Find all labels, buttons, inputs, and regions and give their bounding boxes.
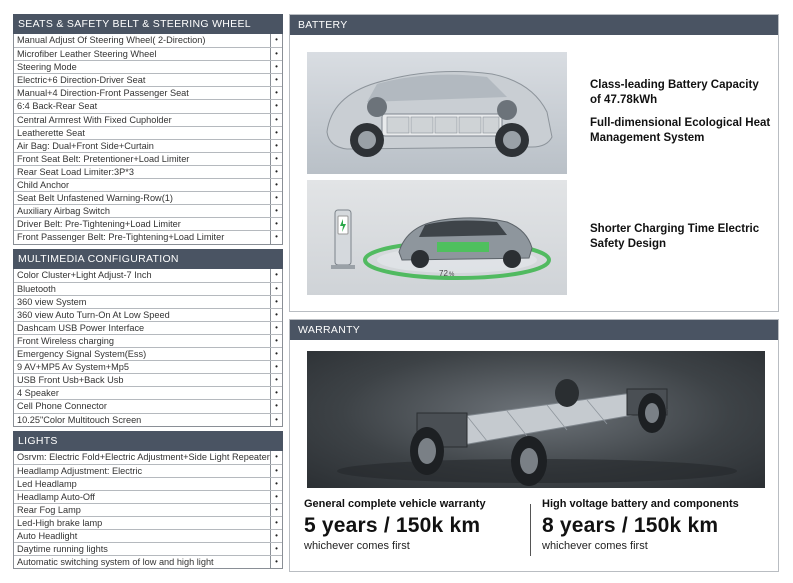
spec-label: Electric+6 Direction-Driver Seat [17,75,146,86]
battery-capacity-text: Class-leading Battery Capacity of 47.78kWh [590,79,759,106]
spec-row [14,178,282,191]
warranty-divider [530,504,531,556]
spec-label: 360 view Auto Turn-On At Low Speed [17,309,170,320]
spec-label: Steering Mode [17,62,77,73]
spec-row [14,503,282,516]
spec-label: 360 view System [17,296,87,307]
spec-label: Manual Adjust Of Steering Wheel( 2-Direction) [17,35,206,45]
spec-label: Front Passenger Belt: Pre-Tightening+Load Limiter [17,232,225,243]
spec-label: Bluetooth [17,283,56,294]
spec-row [14,490,282,503]
spec-label: Leatherette Seat [17,127,85,138]
charge-gauge-value: 72 [439,269,448,278]
spec-label: Automatic switching system of low and high light [17,557,214,568]
spec-row [14,126,282,139]
spec-row [14,321,282,334]
spec-standard-mark: • [270,543,282,555]
seats-table [13,34,283,245]
spec-label: Color Cluster+Light Adjust-7 Inch [17,269,152,280]
spec-standard-mark: • [270,309,282,321]
battery-warranty-term: 8 years / 150k km [542,514,719,537]
spec-standard-mark: • [270,218,282,230]
spec-label: Cell Phone Connector [17,401,107,412]
spec-row [14,113,282,126]
spec-label: Seat Belt Unfastened Warning-Row(1) [17,193,173,204]
spec-standard-mark: • [270,322,282,334]
spec-label: Headlamp Auto-Off [17,491,95,502]
spec-row [14,360,282,373]
battery-panel [289,14,779,312]
spec-label: Auxiliary Airbag Switch [17,206,110,217]
svg-text:%: % [449,272,455,278]
spec-standard-mark: • [270,34,282,47]
battery-warranty [542,498,774,552]
spec-standard-mark: • [270,478,282,490]
spec-standard-mark: • [270,465,282,477]
battery-warranty-title: High voltage battery and components [542,498,739,510]
spec-label: 10.25"Color Multitouch Screen [17,414,142,425]
spec-row [14,451,282,464]
spec-label: Daytime running lights [17,544,108,555]
spec-row [14,347,282,360]
spec-row [14,139,282,152]
spec-standard-mark: • [270,451,282,464]
spec-label: Dashcam USB Power Interface [17,322,145,333]
spec-row [14,60,282,73]
spec-row [14,477,282,490]
spec-standard-mark: • [270,231,282,243]
spec-standard-mark: • [270,87,282,99]
spec-label: 9 AV+MP5 Av System+Mp5 [17,362,130,373]
lights-table [13,451,283,570]
warranty-panel [289,319,779,572]
spec-label: Emergency Signal System(Ess) [17,349,147,360]
battery-section-title: BATTERY [290,15,778,35]
spec-standard-mark: • [270,504,282,516]
spec-row [14,555,282,568]
vehicle-warranty [304,498,529,552]
spec-row [14,399,282,412]
spec-label: Front Wireless charging [17,335,115,346]
spec-label: Rear Fog Lamp [17,505,81,515]
spec-standard-mark: • [270,283,282,295]
spec-label: Manual+4 Direction-Front Passenger Seat [17,88,189,99]
warranty-section-title: WARRANTY [290,320,778,340]
chassis-image [307,351,765,488]
spec-row [14,542,282,555]
spec-standard-mark: • [270,100,282,112]
spec-row [14,86,282,99]
spec-row [14,204,282,217]
charging-safety-text: Shorter Charging Time Electric Safety Design [590,223,760,250]
spec-row [14,47,282,60]
spec-label: Front Seat Belt: Pretentioner+Load Limiter [17,153,190,164]
spec-row [14,230,282,243]
spec-row [14,34,282,47]
spec-standard-mark: • [270,114,282,126]
spec-standard-mark: • [270,556,282,568]
charging-car-illustration [307,180,567,295]
spec-label: Air Bag: Dual+Front Side+Curtain [17,140,154,151]
spec-row [14,191,282,204]
spec-label: Led-High brake lamp [17,518,103,529]
spec-row [14,73,282,86]
lights-section-title: LIGHTS [13,431,283,451]
spec-label: Central Armrest With Fixed Cupholder [17,114,172,125]
spec-label: 4 Speaker [17,388,59,399]
spec-row [14,295,282,308]
spec-label: Auto Headlight [17,531,78,542]
spec-row [14,308,282,321]
spec-standard-mark: • [270,361,282,373]
spec-row [14,373,282,386]
spec-row [14,217,282,230]
spec-label: Osrvm: Electric Fold+Electric Adjustment+Side Light Repeater [17,451,270,462]
spec-standard-mark: • [270,48,282,60]
spec-row [14,152,282,165]
battery-warranty-note: whichever comes first [542,540,648,552]
charging-image [307,180,567,295]
spec-label: Microfiber Leather Steering Wheel [17,49,157,60]
spec-row [14,165,282,178]
spec-label: Headlamp Adjustment: Electric [17,465,143,476]
spec-standard-mark: • [270,140,282,152]
spec-standard-mark: • [270,414,282,426]
spec-label: Driver Belt: Pre-Tightening+Load Limiter [17,219,181,230]
spec-standard-mark: • [270,335,282,347]
spec-standard-mark: • [270,205,282,217]
car-cutaway-illustration [307,52,567,174]
battery-cutaway-image [307,52,567,174]
spec-standard-mark: • [270,517,282,529]
spec-column [13,14,283,569]
spec-label: 6:4 Back-Rear Seat [17,101,98,112]
spec-row [14,386,282,399]
spec-row [14,99,282,112]
spec-row [14,413,282,426]
spec-label: Led Headlamp [17,478,77,489]
spec-standard-mark: • [270,74,282,86]
spec-standard-mark: • [270,374,282,386]
spec-standard-mark: • [270,387,282,399]
vehicle-warranty-term: 5 years / 150k km [304,514,481,537]
spec-standard-mark: • [270,166,282,178]
vehicle-warranty-note: whichever comes first [304,540,410,552]
spec-row [14,282,282,295]
spec-row [14,334,282,347]
spec-standard-mark: • [270,61,282,73]
spec-label: Rear Seat Load Limiter:3P*3 [17,166,134,177]
seats-section-title: SEATS & SAFETY BELT & STEERING WHEEL [13,14,283,34]
spec-row [14,269,282,282]
spec-standard-mark: • [270,179,282,191]
heat-management-text: Full-dimensional Ecological Heat Management System [590,117,771,144]
multimedia-section-title: MULTIMEDIA CONFIGURATION [13,249,283,269]
spec-row [14,516,282,529]
spec-standard-mark: • [270,153,282,165]
spec-standard-mark: • [270,127,282,139]
spec-standard-mark: • [270,296,282,308]
spec-standard-mark: • [270,269,282,282]
spec-row [14,464,282,477]
spec-label: Child Anchor [17,180,70,191]
multimedia-table [13,269,283,427]
spec-standard-mark: • [270,530,282,542]
spec-label: USB Front Usb+Back Usb [17,375,124,386]
spec-standard-mark: • [270,348,282,360]
vehicle-warranty-title: General complete vehicle warranty [304,498,486,510]
spec-standard-mark: • [270,491,282,503]
spec-standard-mark: • [270,400,282,412]
spec-row [14,529,282,542]
chassis-illustration [307,351,765,488]
spec-standard-mark: • [270,192,282,204]
